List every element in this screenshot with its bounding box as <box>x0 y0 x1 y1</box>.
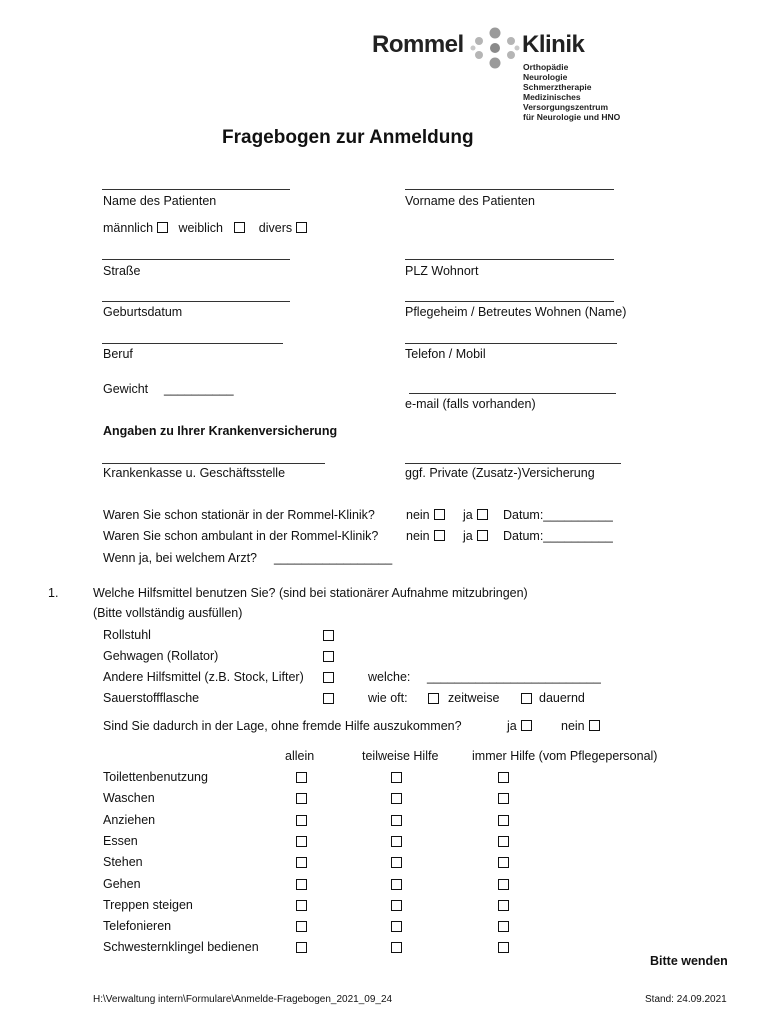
immer-checkbox[interactable] <box>498 857 509 868</box>
stationaer-datum[interactable]: Datum:__________ <box>503 508 613 522</box>
teilweise-checkbox[interactable] <box>391 900 402 911</box>
immer-checkbox[interactable] <box>498 815 509 826</box>
teilweise-checkbox[interactable] <box>391 857 402 868</box>
privat-label: ggf. Private (Zusatz-)Versicherung <box>405 466 595 480</box>
immer-checkbox[interactable] <box>498 793 509 804</box>
hilfsmittel-question: Welche Hilfsmittel benutzen Sie? (sind bei stationärer Aufnahme mitzubringen) <box>93 586 528 600</box>
stationaer-ja: ja <box>463 508 488 522</box>
gewicht-label: Gewicht <box>103 382 149 396</box>
stationaer-question: Waren Sie schon stationär in der Rommel-Klinik? <box>103 508 375 522</box>
allein-checkbox[interactable] <box>296 793 307 804</box>
teilweise-checkbox[interactable] <box>391 879 402 890</box>
name-label: Name des Patienten <box>103 194 217 208</box>
privat-line[interactable] <box>405 463 621 464</box>
zeitweise-label: zeitweise <box>448 691 500 705</box>
plz-line[interactable] <box>405 259 614 260</box>
ambulant-ja-checkbox[interactable] <box>477 530 488 541</box>
geburtsdatum-line[interactable] <box>102 301 290 302</box>
hilfsmittel-note: (Bitte vollständig ausfüllen) <box>93 606 243 620</box>
krankenkasse-label: Krankenkasse u. Geschäftsstelle <box>103 466 286 480</box>
stationaer-ja-checkbox[interactable] <box>477 509 488 520</box>
ambulant-ja: ja <box>463 529 488 543</box>
plz-label: PLZ Wohnort <box>405 264 479 278</box>
maennlich-checkbox[interactable] <box>157 222 168 233</box>
bitte-wenden: Bitte wenden <box>650 954 728 968</box>
allein-checkbox[interactable] <box>296 815 307 826</box>
gender-row <box>103 221 307 235</box>
col-teilweise: teilweise Hilfe <box>362 749 439 763</box>
item-rollstuhl: Rollstuhl <box>103 628 151 642</box>
footer-path: H:\Verwaltung intern\Formulare\Anmelde-Fragebogen_2021_09_24 <box>93 994 393 1005</box>
logo-specialties: Orthopädie Neurologie Schmerztherapie Medizinisches Versorgungszentrum für Neurologie und HNO <box>523 62 621 122</box>
table-row-label: Treppen steigen <box>103 898 193 912</box>
email-label: e-mail (falls vorhanden) <box>405 397 536 411</box>
ambulant-nein: nein <box>406 529 445 543</box>
allein-checkbox[interactable] <box>296 900 307 911</box>
allein-checkbox[interactable] <box>296 772 307 783</box>
vorname-line[interactable] <box>405 189 614 190</box>
independence-ja: ja <box>507 719 532 733</box>
allein-checkbox[interactable] <box>296 921 307 932</box>
item-sauerstoff: Sauerstoffflasche <box>103 691 200 705</box>
table-row-label: Stehen <box>103 855 143 869</box>
weiblich-checkbox[interactable] <box>234 222 245 233</box>
krankenkasse-line[interactable] <box>102 463 325 464</box>
table-row-label: Gehen <box>103 877 141 891</box>
stationaer-nein: nein <box>406 508 445 522</box>
allein-checkbox[interactable] <box>296 942 307 953</box>
col-immer: immer Hilfe (vom Pflegepersonal) <box>472 749 658 763</box>
immer-checkbox[interactable] <box>498 836 509 847</box>
stationaer-nein-checkbox[interactable] <box>434 509 445 520</box>
logo-rommel: Rommel <box>372 31 464 58</box>
insurance-heading: Angaben zu Ihrer Krankenversicherung <box>103 424 338 438</box>
table-row-label: Toilettenbenutzung <box>103 770 208 784</box>
independence-nein-checkbox[interactable] <box>589 720 600 731</box>
page-title: Fragebogen zur Anmeldung <box>222 127 474 148</box>
teilweise-checkbox[interactable] <box>391 942 402 953</box>
ambulant-datum[interactable]: Datum:__________ <box>503 529 613 543</box>
beruf-label: Beruf <box>103 347 133 361</box>
email-line[interactable] <box>409 393 616 394</box>
name-line[interactable] <box>102 189 290 190</box>
geburtsdatum-label: Geburtsdatum <box>103 305 183 319</box>
maennlich-label: männlich <box>103 221 154 235</box>
allein-checkbox[interactable] <box>296 879 307 890</box>
teilweise-checkbox[interactable] <box>391 815 402 826</box>
divers-label: divers <box>258 221 293 235</box>
logo-klinik: Klinik <box>522 31 585 58</box>
item-gehwagen: Gehwagen (Rollator) <box>103 649 219 663</box>
logo-dots-icon <box>470 26 520 70</box>
telefon-label: Telefon / Mobil <box>405 347 486 361</box>
welche-line[interactable]: _________________________ <box>427 670 601 684</box>
dauernd-label: dauernd <box>539 691 585 705</box>
ambulant-nein-checkbox[interactable] <box>434 530 445 541</box>
divers-checkbox[interactable] <box>296 222 307 233</box>
teilweise-checkbox[interactable] <box>391 836 402 847</box>
immer-checkbox[interactable] <box>498 772 509 783</box>
independence-nein: nein <box>561 719 600 733</box>
wie-oft-label: wie oft: <box>368 691 408 705</box>
independence-ja-checkbox[interactable] <box>521 720 532 731</box>
beruf-line[interactable] <box>102 343 283 344</box>
teilweise-checkbox[interactable] <box>391 921 402 932</box>
table-row-label: Schwesternklingel bedienen <box>103 940 259 954</box>
welche-label: welche: <box>368 670 411 684</box>
independence-question: Sind Sie dadurch in der Lage, ohne fremde Hilfe auszukommen? <box>103 719 462 733</box>
allein-checkbox[interactable] <box>296 857 307 868</box>
zeitweise-checkbox[interactable] <box>428 693 439 704</box>
gewicht-line[interactable]: __________ <box>164 382 234 396</box>
immer-checkbox[interactable] <box>498 921 509 932</box>
table-row-label: Waschen <box>103 791 155 805</box>
arzt-line[interactable]: _________________ <box>274 551 393 565</box>
table-row-label: Anziehen <box>103 813 156 827</box>
weiblich-label: weiblich <box>178 221 223 235</box>
table-row-label: Telefonieren <box>103 919 172 933</box>
immer-checkbox[interactable] <box>498 942 509 953</box>
immer-checkbox[interactable] <box>498 900 509 911</box>
pflegeheim-line[interactable] <box>405 301 614 302</box>
col-allein: allein <box>285 749 315 763</box>
pflegeheim-label: Pflegeheim / Betreutes Wohnen (Name) <box>405 305 627 319</box>
vorname-label: Vorname des Patienten <box>405 194 535 208</box>
andere-checkbox[interactable] <box>323 672 334 683</box>
gehwagen-checkbox[interactable] <box>323 651 334 662</box>
arzt-question: Wenn ja, bei welchem Arzt? <box>103 551 258 565</box>
dauernd-checkbox[interactable] <box>521 693 532 704</box>
table-row-label: Essen <box>103 834 138 848</box>
teilweise-checkbox[interactable] <box>391 793 402 804</box>
item-andere: Andere Hilfsmittel (z.B. Stock, Lifter) <box>103 670 304 684</box>
strasse-label: Straße <box>103 264 141 278</box>
immer-checkbox[interactable] <box>498 879 509 890</box>
ambulant-question: Waren Sie schon ambulant in der Rommel-Klinik? <box>103 529 379 543</box>
teilweise-checkbox[interactable] <box>391 772 402 783</box>
strasse-line[interactable] <box>102 259 290 260</box>
sauerstoff-checkbox[interactable] <box>323 693 334 704</box>
rollstuhl-checkbox[interactable] <box>323 630 334 641</box>
footer-stand: Stand: 24.09.2021 <box>645 994 727 1005</box>
telefon-line[interactable] <box>405 343 617 344</box>
allein-checkbox[interactable] <box>296 836 307 847</box>
section-number: 1. <box>48 586 59 600</box>
